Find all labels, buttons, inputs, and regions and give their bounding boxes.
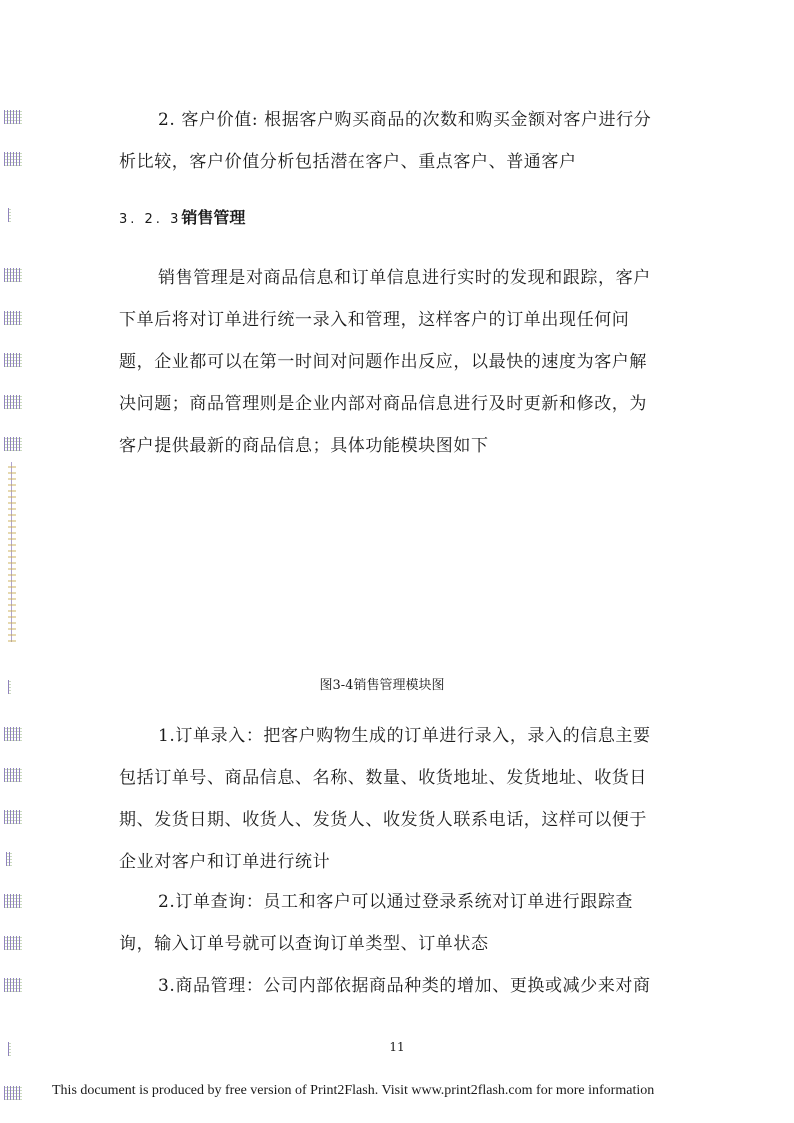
sales-intro-line-5: 客户提供最新的商品信息；具体功能模块图如下 <box>119 436 489 456</box>
margin-mark <box>6 852 12 866</box>
margin-mark <box>4 978 22 992</box>
section-number: 3. 2. 3 <box>119 212 182 227</box>
product-mgmt-line-1: 3.商品管理：公司内部依据商品种类的增加、更换或减少来对商 <box>158 976 651 996</box>
sales-intro-line-2: 下单后将对订单进行统一录入和管理，这样客户的订单出现任何问 <box>119 310 630 330</box>
margin-mark <box>4 936 22 950</box>
order-entry-line-3: 期、发货日期、收货人、发货人、收发货人联系电话，这样可以便于 <box>119 810 647 830</box>
figure-caption <box>0 676 794 696</box>
order-query-line-1: 2.订单查询：员工和客户可以通过登录系统对订单进行跟踪查 <box>158 892 634 912</box>
margin-mark <box>4 894 22 908</box>
margin-mark <box>4 311 22 325</box>
sales-intro-line-4: 决问题；商品管理则是企业内部对商品信息进行及时更新和修改，为 <box>119 394 647 414</box>
margin-scan-artifacts <box>0 0 30 1123</box>
margin-mark <box>4 152 22 166</box>
section-title: 销售管理 <box>181 208 246 227</box>
sales-intro-line-3: 题，企业都可以在第一时间对问题作出反应，以最快的速度为客户解 <box>119 352 647 372</box>
sales-intro-line-1: 销售管理是对商品信息和订单信息进行实时的发现和跟踪，客户 <box>158 268 651 288</box>
order-entry-line-4: 企业对客户和订单进行统计 <box>119 852 331 872</box>
margin-mark <box>4 768 22 782</box>
page-number: 11 <box>389 1040 405 1054</box>
customer-value-line-2: 析比较，客户价值分析包括潜在客户、重点客户、普通客户 <box>119 152 577 172</box>
margin-mark <box>4 727 22 741</box>
footer-notice: This document is produced by free version of Print2Flash. Visit www.print2flash.com for more information <box>52 1083 655 1098</box>
margin-mark <box>4 268 22 282</box>
customer-value-line-1: 2. 客户价值: 根据客户购买商品的次数和购买金额对客户进行分 <box>158 110 652 130</box>
margin-mark <box>4 437 22 451</box>
margin-mark <box>4 1086 22 1100</box>
order-query-line-2: 询，输入订单号就可以查询订单类型、订单状态 <box>119 934 489 954</box>
order-entry-line-1: 1.订单录入：把客户购物生成的订单进行录入，录入的信息主要 <box>158 726 651 746</box>
margin-strip <box>8 462 16 642</box>
order-entry-line-2: 包括订单号、商品信息、名称、数量、收货地址、发货地址、收货日 <box>119 768 647 788</box>
margin-mark <box>8 208 11 222</box>
figure-caption-text: 图3-4销售管理模块图 <box>319 678 445 693</box>
section-heading <box>119 206 245 232</box>
margin-mark <box>4 110 22 124</box>
margin-mark <box>4 395 22 409</box>
margin-mark <box>4 353 22 367</box>
margin-mark <box>4 810 22 824</box>
